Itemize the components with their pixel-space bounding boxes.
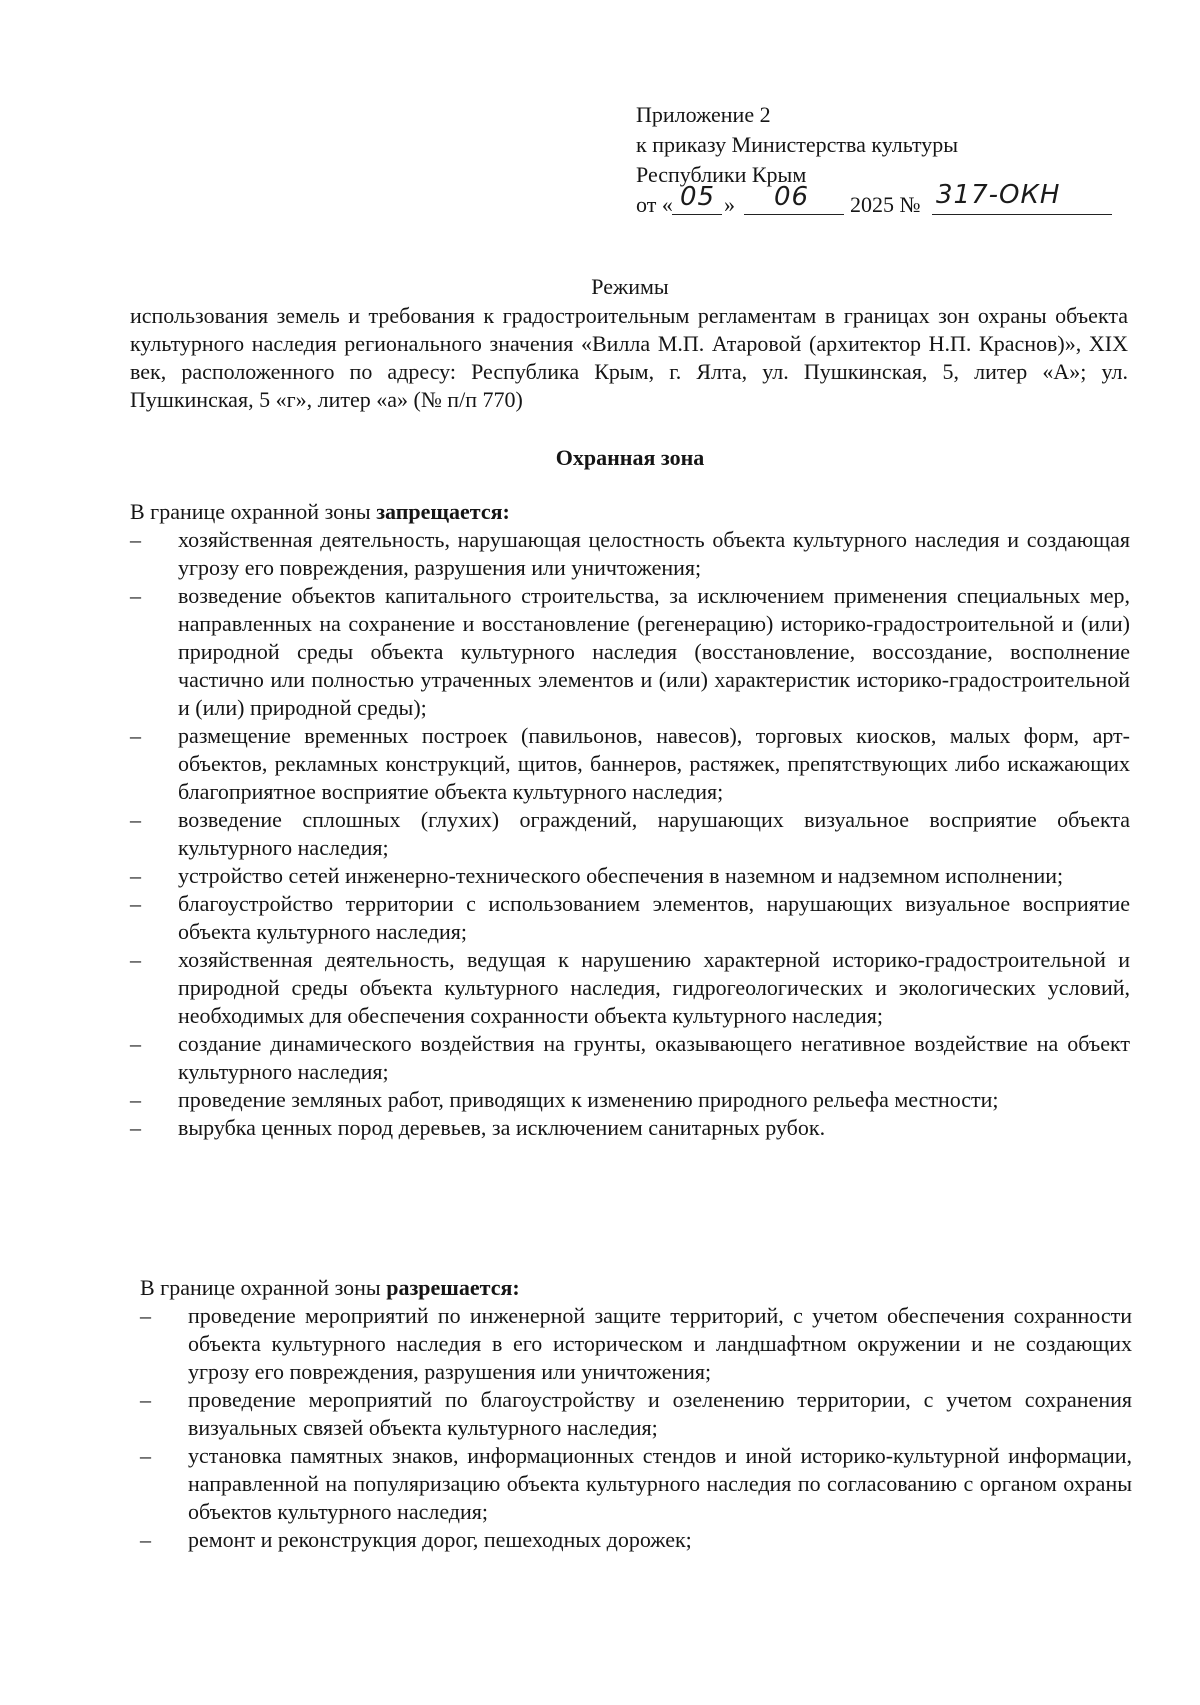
list-dash: – bbox=[130, 583, 141, 608]
prohibited-item-text: возведение объектов капитального строительства, за исключением применения специальных мер, направленных на сохранение и восстановление (регенерацию) историко-градостроительной и (или) природной среды объекта культурного наследия (восстановление, воссоздание, восполнение частично или полностью утраченных элементов и (или) характеристик историко-градостроительной и (или) природной среды); bbox=[178, 583, 1130, 720]
prohibited-item-text: хозяйственная деятельность, ведущая к нарушению характерной историко-градостроительной и природной среды объекта культурного наследия, гидрогеологических и экологических условий, необходимых для обеспечения сохранности объекта культурного наследия; bbox=[178, 947, 1130, 1028]
allowed-item bbox=[140, 1386, 1132, 1442]
zone-heading: Охранная зона bbox=[555, 445, 705, 470]
list-dash: – bbox=[130, 1087, 141, 1112]
prohibited-item bbox=[130, 890, 1130, 946]
prohibited-section bbox=[130, 498, 1130, 1142]
appendix-block bbox=[636, 100, 1156, 220]
prohibited-item-text: создание динамического воздействия на грунты, оказывающего негативное воздействие на объект культурного наследия; bbox=[178, 1031, 1130, 1084]
allowed-item bbox=[140, 1526, 1132, 1554]
allowed-lead-bold: разрешается: bbox=[386, 1275, 520, 1300]
allowed-item-text: ремонт и реконструкция дорог, пешеходных дорожек; bbox=[188, 1527, 692, 1552]
prohibited-item bbox=[130, 582, 1130, 722]
order-day: 05 bbox=[680, 182, 716, 212]
prohibited-item-text: проведение земляных работ, приводящих к изменению природного рельефа местности; bbox=[178, 1087, 999, 1112]
list-dash: – bbox=[130, 891, 141, 916]
prohibited-item-text: возведение сплошных (глухих) ограждений, нарушающих визуальное восприятие объекта культурного наследия; bbox=[178, 807, 1130, 860]
prohibited-item bbox=[130, 806, 1130, 862]
list-dash: – bbox=[130, 723, 141, 748]
list-dash: – bbox=[130, 1115, 141, 1140]
order-year: 2025 № bbox=[850, 192, 921, 217]
prohibited-lead-text: В границе охранной зоны bbox=[130, 499, 377, 524]
order-prefix: от « bbox=[636, 192, 673, 217]
list-dash: – bbox=[130, 527, 141, 552]
prohibited-item bbox=[130, 722, 1130, 806]
appendix-ministry: Республики Крым bbox=[636, 162, 807, 187]
prohibited-item bbox=[130, 1030, 1130, 1086]
document-title: Режимы bbox=[591, 274, 669, 299]
appendix-order-ref: к приказу Министерства культуры bbox=[636, 132, 959, 157]
prohibited-item-text: хозяйственная деятельность, нарушающая целостность объекта культурного наследия и создающая угрозу его повреждения, разрушения или уничтожения; bbox=[178, 527, 1130, 580]
list-dash: – bbox=[130, 1031, 141, 1056]
prohibited-item bbox=[130, 1086, 1130, 1114]
prohibited-item-text: благоустройство территории с использованием элементов, нарушающих визуальное восприятие объекта культурного наследия; bbox=[178, 891, 1130, 944]
allowed-item-text: установка памятных знаков, информационных стендов и иной историко-культурной информации, направленной на популяризацию объекта культурного наследия по согласованию с органом охраны объектов культурного наследия; bbox=[188, 1443, 1132, 1524]
allowed-item bbox=[140, 1302, 1132, 1386]
list-dash: – bbox=[130, 863, 141, 888]
prohibited-item bbox=[130, 526, 1130, 582]
allowed-item bbox=[140, 1442, 1132, 1526]
prohibited-item-text: устройство сетей инженерно-технического обеспечения в наземном и надземном исполнении; bbox=[178, 863, 1064, 888]
allowed-list bbox=[140, 1302, 1132, 1554]
appendix-number: Приложение 2 bbox=[636, 102, 771, 127]
list-dash: – bbox=[130, 807, 141, 832]
allowed-item-text: проведение мероприятий по инженерной защите территорий, с учетом обеспечения сохранности объекта культурного наследия в его историческом и ландшафтном окружении и не создающих угрозу его повреждения, разрушения или уничтожения; bbox=[188, 1303, 1132, 1384]
list-dash: – bbox=[140, 1527, 151, 1552]
list-dash: – bbox=[140, 1387, 151, 1412]
list-dash: – bbox=[140, 1303, 151, 1328]
allowed-section bbox=[140, 1274, 1132, 1554]
prohibited-item-text: размещение временных построек (павильонов, навесов), торговых киосков, малых форм, арт-объектов, рекламных конструкций, щитов, баннеров, растяжек, препятствующих либо искажающих благоприятное восприятие объекта культурного наследия; bbox=[178, 723, 1130, 804]
order-mid: » bbox=[724, 192, 735, 217]
order-date-line bbox=[636, 180, 1156, 220]
order-month: 06 bbox=[774, 182, 810, 212]
allowed-lead bbox=[140, 1274, 1132, 1302]
allowed-item-text: проведение мероприятий по благоустройству и озеленению территории, с учетом сохранения визуальных связей объекта культурного наследия; bbox=[188, 1387, 1132, 1440]
list-dash: – bbox=[140, 1443, 151, 1468]
allowed-lead-text: В границе охранной зоны bbox=[140, 1275, 387, 1300]
prohibited-lead-bold: запрещается: bbox=[376, 499, 510, 524]
prohibited-lead bbox=[130, 498, 1130, 526]
order-number: 317-ОКН bbox=[936, 180, 1061, 210]
prohibited-list bbox=[130, 526, 1130, 1142]
prohibited-item-text: вырубка ценных пород деревьев, за исключением санитарных рубок. bbox=[178, 1115, 826, 1140]
list-dash: – bbox=[130, 947, 141, 972]
prohibited-item bbox=[130, 1114, 1130, 1142]
prohibited-item bbox=[130, 862, 1130, 890]
prohibited-item bbox=[130, 946, 1130, 1030]
document-subtitle: использования земель и требования к градостроительным регламентам в границах зон охраны объекта культурного наследия регионального значения «Вилла М.П. Атаровой (архитектор Н.П. Краснов)», XIX век, расположенного по адресу: Республика Крым, г. Ялта, ул. Пушкинская, 5, литер «А»; ул. Пушкинская, 5 «г», литер «а» (№ п/п 770) bbox=[130, 303, 1128, 412]
